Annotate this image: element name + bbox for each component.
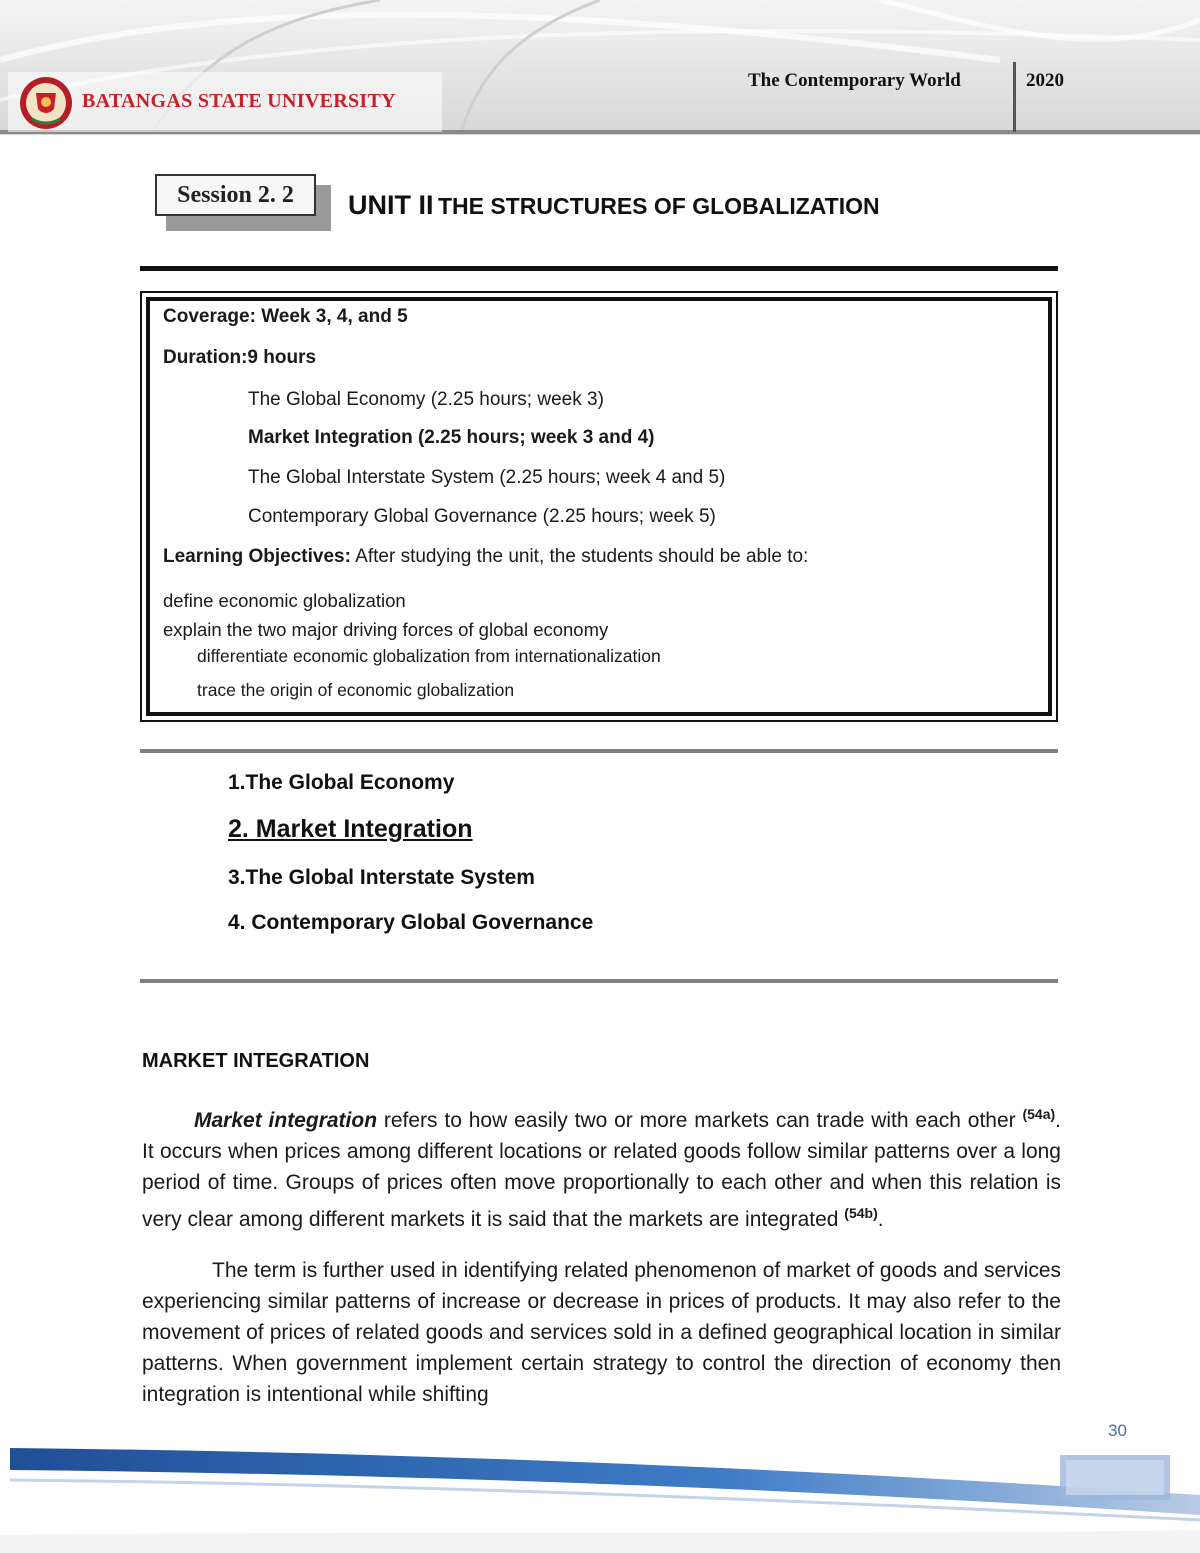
objective-item: define economic globalization <box>163 590 406 611</box>
header-vertical-divider <box>1013 62 1016 132</box>
thick-rule <box>140 266 1058 271</box>
topic-item: Contemporary Global Governance (2.25 hours; week 5) <box>248 506 716 527</box>
course-title: The Contemporary World <box>748 70 961 91</box>
citation-ref: (54b) <box>844 1205 878 1221</box>
toc-item-current: 2. Market Integration <box>228 815 473 843</box>
defined-term: Market integration <box>194 1109 378 1132</box>
objective-item: differentiate economic globalization from internationalization <box>197 646 661 666</box>
topic-item: The Global Interstate System (2.25 hours; week 4 and 5) <box>248 467 726 488</box>
objectives-intro: After studying the unit, the students should be able to: <box>350 546 809 567</box>
unit-prefix: UNIT II <box>348 190 434 220</box>
citation-ref: (54a) <box>1022 1106 1056 1122</box>
toc-item: 1.The Global Economy <box>228 771 455 794</box>
body-paragraph: The term is further used in identifying related phenomenon of market of goods and services experiencing similar patterns of increase or decrease in prices of products. It may also refer to the movement of prices of related goods and services sold in a defined geographical location in similar patterns. When government implement certain strategy to control the direction of economy then integration is intentional while shifting <box>142 1259 1061 1406</box>
body-paragraph: Market integration refers to how easily two or more markets can trade with each other $^{(54a)}$. It occurs when prices among different locations or related goods follow similar patterns over a long period of time. Groups of prices often move proportionally to each other and when this relation is very clear among different markets it is said that the markets are integrated $^{(54b)}$. <box>142 1106 1061 1231</box>
unit-title: THE STRUCTURES OF GLOBALIZATION <box>437 193 880 219</box>
section-title: MARKET INTEGRATION <box>142 1050 370 1072</box>
toc-top-rule <box>140 749 1058 753</box>
topic-item: The Global Economy (2.25 hours; week 3) <box>248 389 604 410</box>
header-year: 2020 <box>1026 70 1064 91</box>
toc-bottom-rule <box>140 979 1058 983</box>
session-label-box: Session 2. 2 <box>155 174 316 216</box>
toc-item: 4. Contemporary Global Governance <box>228 911 594 934</box>
footer-wave-decoration <box>0 1440 1200 1553</box>
toc-item: 3.The Global Interstate System <box>228 866 535 889</box>
duration-label: Duration:9 hours <box>163 347 317 368</box>
university-name: BATANGAS STATE UNIVERSITY <box>82 90 396 112</box>
university-seal-icon <box>18 75 74 131</box>
objective-item: explain the two major driving forces of global economy <box>163 619 609 640</box>
objectives-label: Learning Objectives: <box>163 546 351 567</box>
objective-item: trace the origin of economic globalization <box>197 680 515 700</box>
coverage-label: Coverage: Week 3, 4, and 5 <box>163 306 408 327</box>
topic-item-current: Market Integration (2.25 hours; week 3 and 4) <box>248 427 655 448</box>
unit-heading <box>348 190 880 221</box>
page-number: 30 <box>1108 1421 1127 1440</box>
objectives-line <box>163 546 808 568</box>
